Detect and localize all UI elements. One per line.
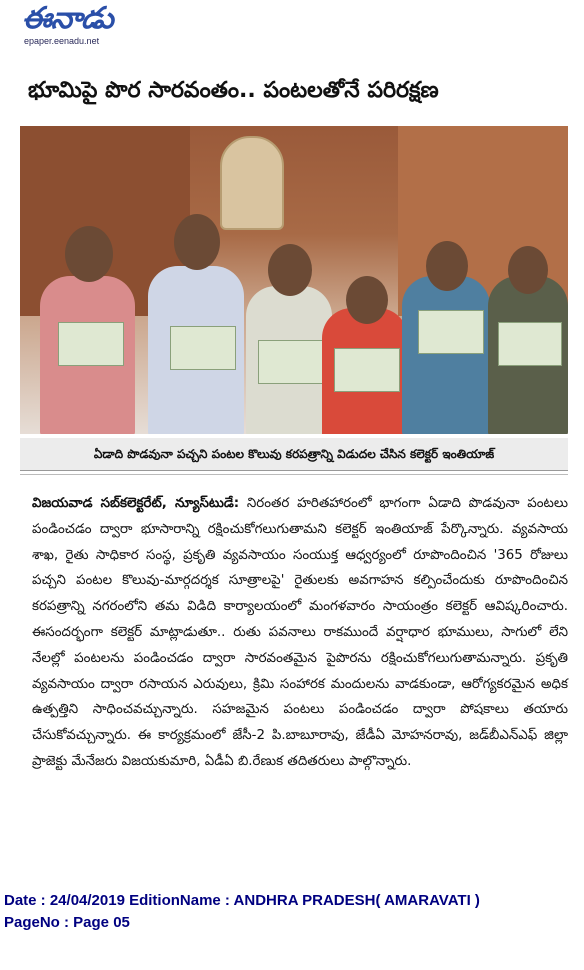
article-body-text: నిరంతర హరితహారంలో భాగంగా ఏడాది పొడవునా పంటలు పండించడం ద్వారా భూసారాన్ని రక్షించుకోగలుగుతామని కలెక్టర్ ఇంతియాజ్ పేర్కొన్నారు. వ్యవసాయ శాఖ, రైతు సాధికార సంస్థ, ప్రకృతి వ్యవసాయం సంయుక్త ఆధ్వర్యంలో రూపొందించిన '365 రోజులు పచ్చని పంటల కొలువు-మార్గదర్శక సూత్రాలపై' రైతులకు అవగాహన కల్పించేందుకు రూపొందించిన కరపత్రాన్ని నగరంలోని తమ విడిది కార్యాలయంలో మంగళవారం సాయంత్రం కలెక్టర్ ఆవిష్కరించారు. ఈసందర్భంగా కలెక్టర్ మాట్లాడుతూ.. రుతు పవనాలు రాకముందే వర్షాధార భూములు, సాగులో లేని నేలల్లో పంటలను పండించడం ద్వారా సారవంతమైన పైపొరను రక్షించుకోగలుగుతామన్నారు. ప్రకృతి వ్యవసాయం ద్వారా రసాయన ఎరువులు, క్రిమి సంహారక మందులను వాడకుండా, ఆరోగ్యకరమైన అధిక ఉత్పత్తిని సాధించవచ్చున్నారు. సహజమైన పంటలు పండించడం ద్వారా పోషకాలు తయారు చేసుకోవచ్చున్నారు. ఈ కార్యక్రమంలో జేసీ-2 పి.బాబూరావు, జేడీఏ మోహనరావు, జడ్‌బీఎన్‌ఎఫ్ జిల్లా ప్రాజెక్టు మేనేజరు విజయకుమారి, ఏడీఏ బి.రేణుక తదితరులు పాల్గొన్నారు. [32,496,568,769]
clipping-footer [4,890,574,934]
article-headline: భూమిపై పొర సారవంతం.. పంటలతోనే పరిరక్షణ [28,78,439,103]
article-clipping [10,66,568,882]
logo-url: epaper.eenadu.net [24,36,100,46]
leaflet-3 [258,340,324,384]
person-5-head [426,241,468,291]
person-2-head [174,214,220,270]
person-5 [402,276,490,434]
leaflet-6 [498,322,562,366]
masthead-logo [22,2,152,52]
article-photo [20,126,568,434]
person-3-head [268,244,312,296]
person-6-head [508,246,548,294]
person-4-head [346,276,388,324]
footer-page-number: PageNo : Page 05 [4,914,130,931]
logo-text: ఈనాడు [22,1,113,36]
leaflet-4 [334,348,400,392]
caption-divider [20,474,568,475]
article-body [32,491,568,775]
person-1-head [65,226,113,282]
leaflet-5 [418,310,484,354]
emblem-icon [220,136,284,230]
photo-caption: ఏడాది పొడవునా పచ్చని పంటల కొలువు కరపత్రాన్ని విడుదల చేసిన కలెక్టర్ ఇంతియాజ్ [20,438,568,471]
article-dateline: విజయవాడ సబ్‌కలెక్టరేట్, న్యూస్‌టుడే: [32,496,240,511]
footer-date-edition: Date : 24/04/2019 EditionName : ANDHRA PRADESH( AMARAVATI ) [4,892,480,909]
leaflet-2 [170,326,236,370]
leaflet-1 [58,322,124,366]
